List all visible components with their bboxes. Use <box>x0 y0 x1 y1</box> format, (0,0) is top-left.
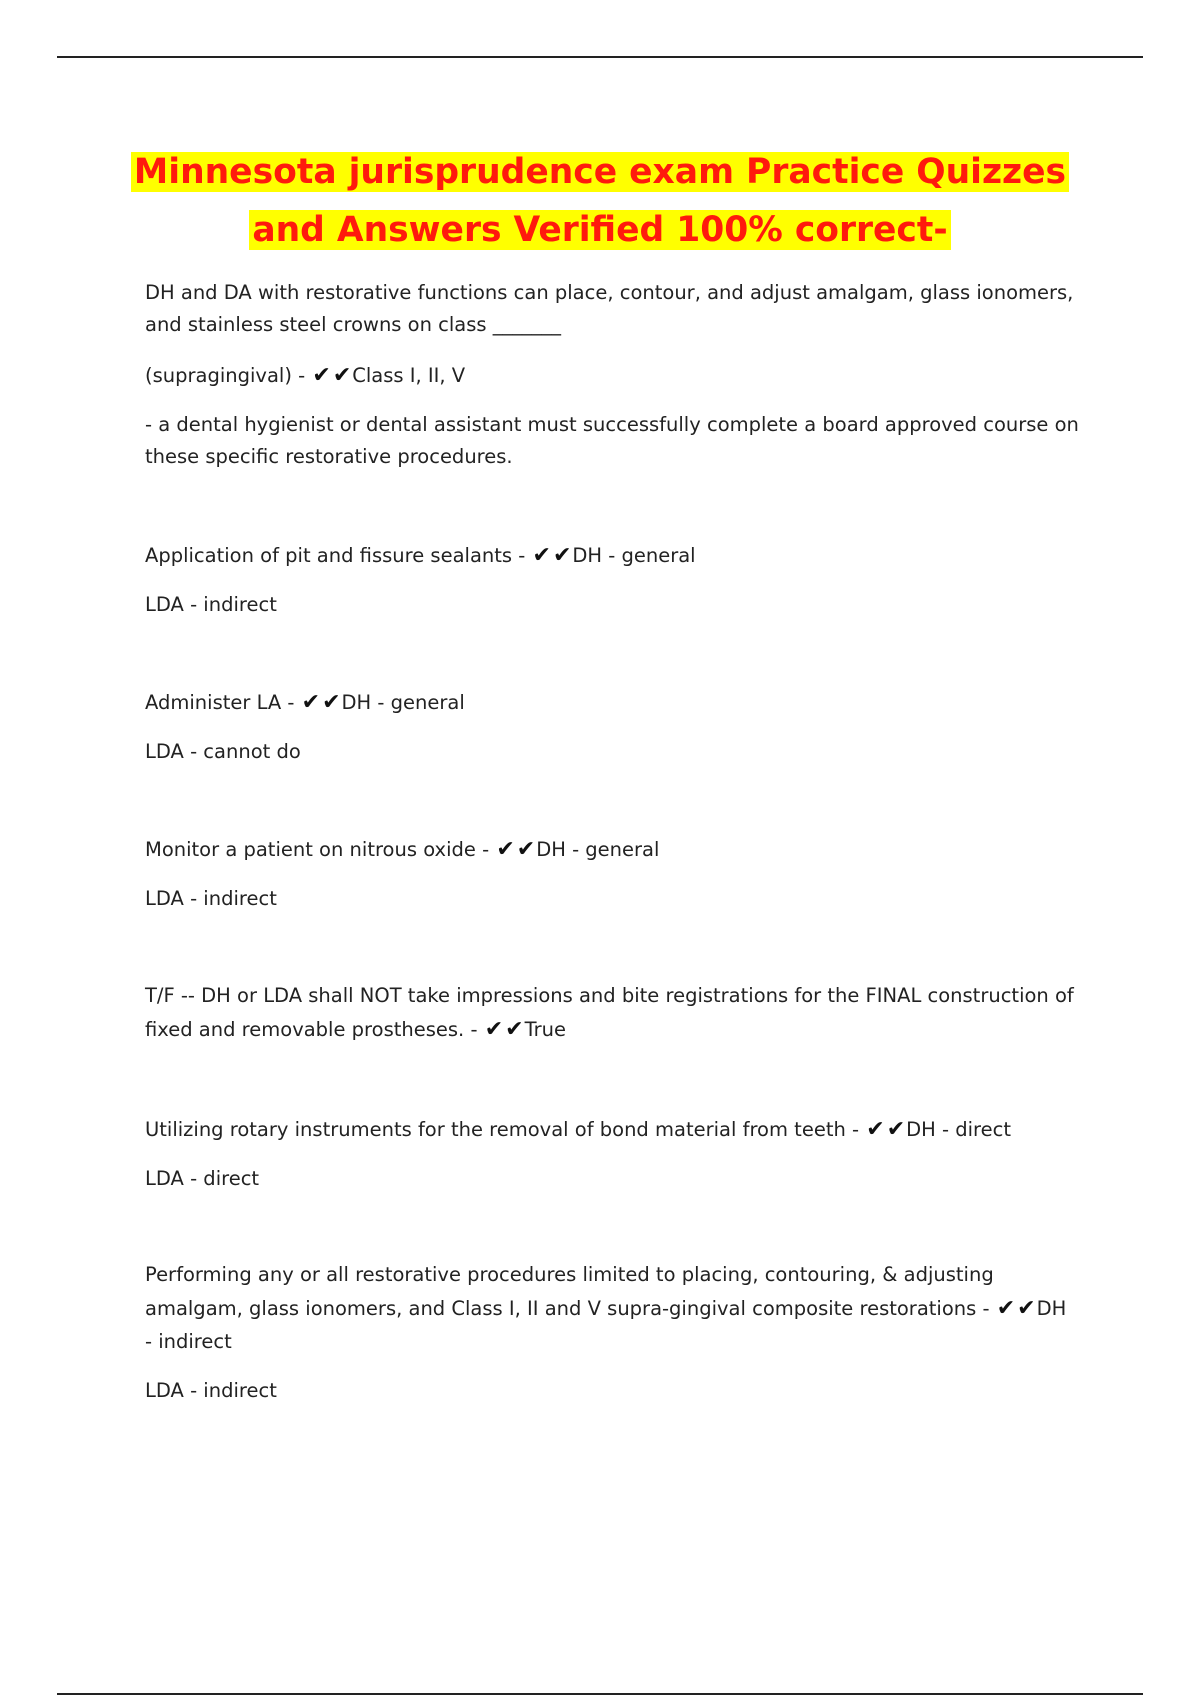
q3-answer-line-2: LDA - cannot do <box>145 740 301 763</box>
checkmark-icon: ✔ <box>1017 1296 1036 1321</box>
q7-answer-line-3: - indirect <box>145 1330 232 1353</box>
q1-question-line-2: and stainless steel crowns on class _______ <box>145 313 562 336</box>
q2-question-line <box>145 539 1095 572</box>
title-line-2: and Answers Verified 100% correct- <box>249 210 950 250</box>
checkmark-icon: ✔ <box>552 543 572 568</box>
checkmark-icon: ✔ <box>505 1017 524 1042</box>
q4-answer-line-2: LDA - indirect <box>145 887 277 910</box>
bottom-rule <box>57 1693 1143 1695</box>
q7-answer-line-4: LDA - indirect <box>145 1379 277 1402</box>
checkmark-icon: ✔ <box>312 363 331 388</box>
q6-answer: DH - direct <box>906 1118 1012 1141</box>
q3-question: Administer LA - <box>145 691 295 714</box>
q4-question: Monitor a patient on nitrous oxide - <box>145 838 490 861</box>
checkmark-icon: ✔ <box>996 1296 1016 1321</box>
q7-question-line-1: Performing any or all restorative procedures limited to placing, contouring, & adjusting <box>145 1263 994 1286</box>
checkmark-icon: ✔ <box>322 690 341 715</box>
q2-answer: DH - general <box>572 544 696 567</box>
checkmark-icon: ✔ <box>516 837 536 862</box>
q6-question-line <box>145 1113 1095 1146</box>
q2-answer-line-2: LDA - indirect <box>145 593 277 616</box>
q6-question: Utilizing rotary instruments for the removal of bond material from teeth - <box>145 1118 860 1141</box>
q1-answer-line <box>145 359 1095 392</box>
q4-answer: DH - general <box>536 838 660 861</box>
checkmark-icon: ✔ <box>532 543 551 568</box>
q7-answer-part-1: DH <box>1036 1297 1067 1320</box>
q5-question-line-1: T/F -- DH or LDA shall NOT take impressions and bite registrations for the FINAL construction of <box>145 984 1074 1007</box>
q5-answer: True <box>524 1018 566 1041</box>
q3-answer: DH - general <box>341 691 465 714</box>
q5-question-line-2 <box>145 1013 1095 1046</box>
q3-question-line <box>145 686 1095 719</box>
checkmark-icon: ✔ <box>484 1017 504 1042</box>
q4-question-line <box>145 833 1095 866</box>
document-title <box>0 143 1200 259</box>
q1-note-line-2: these specific restorative procedures. <box>145 445 513 468</box>
q6-answer-line-2: LDA - direct <box>145 1167 260 1190</box>
title-line-1: Minnesota jurisprudence exam Practice Quizzes <box>131 152 1069 192</box>
q5-question-suffix: fixed and removable prostheses. - <box>145 1018 478 1041</box>
q1-answer: Class I, II, V <box>352 364 466 387</box>
q1-question-suffix: (supragingival) - <box>145 364 306 387</box>
checkmark-icon: ✔ <box>301 690 321 715</box>
top-rule <box>57 56 1143 58</box>
checkmark-icon: ✔ <box>496 837 515 862</box>
q7-question-line-2 <box>145 1292 1095 1325</box>
q1-note-line-1: - a dental hygienist or dental assistant must successfully complete a board approved course on <box>145 413 1079 436</box>
checkmark-icon: ✔ <box>332 363 352 388</box>
q2-question: Application of pit and fissure sealants - <box>145 544 526 567</box>
q1-question-line-1: DH and DA with restorative functions can place, contour, and adjust amalgam, glass ionomers, <box>145 281 1074 304</box>
checkmark-icon: ✔ <box>886 1117 906 1142</box>
q7-question-suffix: amalgam, glass ionomers, and Class I, II and V supra-gingival composite restorations - <box>145 1297 990 1320</box>
checkmark-icon: ✔ <box>866 1117 885 1142</box>
